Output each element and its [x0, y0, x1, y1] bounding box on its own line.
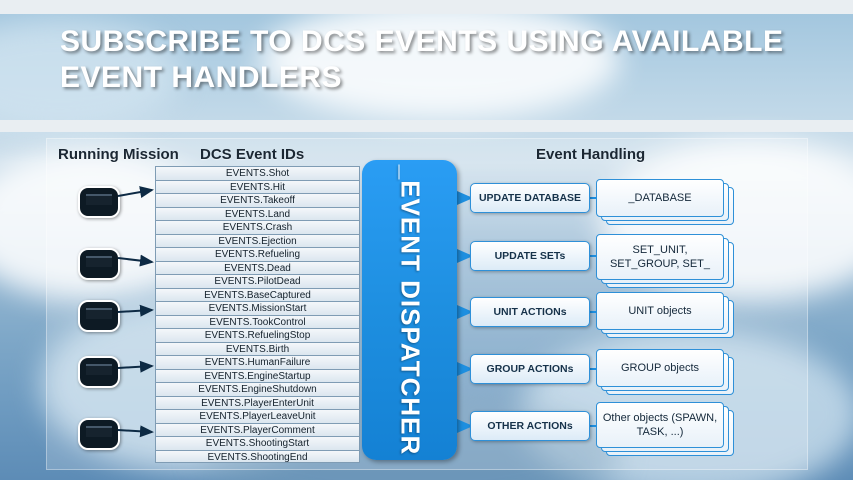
event-id-row[interactable]: EVENTS.PlayerEnterUnit — [155, 396, 360, 410]
event-id-row[interactable]: EVENTS.PlayerComment — [155, 423, 360, 437]
event-id-row[interactable]: EVENTS.ShootingStart — [155, 436, 360, 450]
event-id-row[interactable]: EVENTS.Takeoff — [155, 193, 360, 207]
handler-action-other-actions[interactable]: OTHER ACTIONs — [470, 411, 590, 441]
event-id-row[interactable]: EVENTS.BaseCaptured — [155, 288, 360, 302]
top-band — [0, 0, 853, 14]
event-id-row[interactable]: EVENTS.TookControl — [155, 315, 360, 329]
event-dispatcher-block[interactable] — [362, 160, 457, 460]
mission-unit-icon — [78, 300, 120, 332]
handler-target-label: SET_UNIT, SET_GROUP, SET_ — [596, 234, 724, 280]
column-header-event-handling: Event Handling — [536, 146, 646, 163]
event-id-row[interactable]: EVENTS.PlayerLeaveUnit — [155, 409, 360, 423]
handler-target-unit-objects[interactable] — [596, 292, 736, 336]
event-id-row[interactable]: EVENTS.Hit — [155, 180, 360, 194]
event-id-row[interactable]: EVENTS.PilotDead — [155, 274, 360, 288]
column-header-dcs-event-ids: DCS Event IDs — [200, 146, 305, 163]
mission-unit-icon — [78, 418, 120, 450]
event-id-row[interactable]: EVENTS.Ejection — [155, 234, 360, 248]
column-header-running-mission: Running Mission — [58, 146, 179, 163]
handler-action-group-actions[interactable]: GROUP ACTIONs — [470, 354, 590, 384]
handler-target-label: Other objects (SPAWN, TASK, ...) — [596, 402, 724, 448]
handler-target-group-objects[interactable] — [596, 349, 736, 393]
event-dispatcher-label: _EVENT DISPATCHER — [395, 164, 425, 456]
page-title: SUBSCRIBE TO DCS EVENTS USING AVAILABLE EVENT HANDLERS — [60, 25, 784, 94]
handler-action-update-database[interactable]: UPDATE DATABASE — [470, 183, 590, 213]
event-id-list — [155, 166, 360, 463]
event-id-row[interactable]: EVENTS.Shot — [155, 166, 360, 180]
handler-target-database[interactable] — [596, 179, 736, 223]
event-id-row[interactable]: EVENTS.RefuelingStop — [155, 328, 360, 342]
mission-unit-icon — [78, 186, 120, 218]
event-id-row[interactable]: EVENTS.Dead — [155, 261, 360, 275]
event-id-row[interactable]: EVENTS.Land — [155, 207, 360, 221]
handler-target-label: GROUP objects — [596, 349, 724, 387]
event-id-row[interactable]: EVENTS.ShootingEnd — [155, 450, 360, 464]
event-id-row[interactable]: EVENTS.MissionStart — [155, 301, 360, 315]
event-id-row[interactable]: EVENTS.EngineShutdown — [155, 382, 360, 396]
handler-action-update-sets[interactable]: UPDATE SETs — [470, 241, 590, 271]
mission-unit-icon — [78, 248, 120, 280]
mission-unit-icon — [78, 356, 120, 388]
event-id-row[interactable]: EVENTS.Crash — [155, 220, 360, 234]
event-id-row[interactable]: EVENTS.HumanFailure — [155, 355, 360, 369]
divider-band — [0, 120, 853, 132]
event-id-row[interactable]: EVENTS.Birth — [155, 342, 360, 356]
event-id-row[interactable]: EVENTS.EngineStartup — [155, 369, 360, 383]
handler-target-label: _DATABASE — [596, 179, 724, 217]
event-id-row[interactable]: EVENTS.Refueling — [155, 247, 360, 261]
handler-target-sets[interactable] — [596, 234, 736, 278]
handler-target-other-objects[interactable] — [596, 402, 736, 446]
handler-action-unit-actions[interactable]: UNIT ACTIONs — [470, 297, 590, 327]
handler-target-label: UNIT objects — [596, 292, 724, 330]
